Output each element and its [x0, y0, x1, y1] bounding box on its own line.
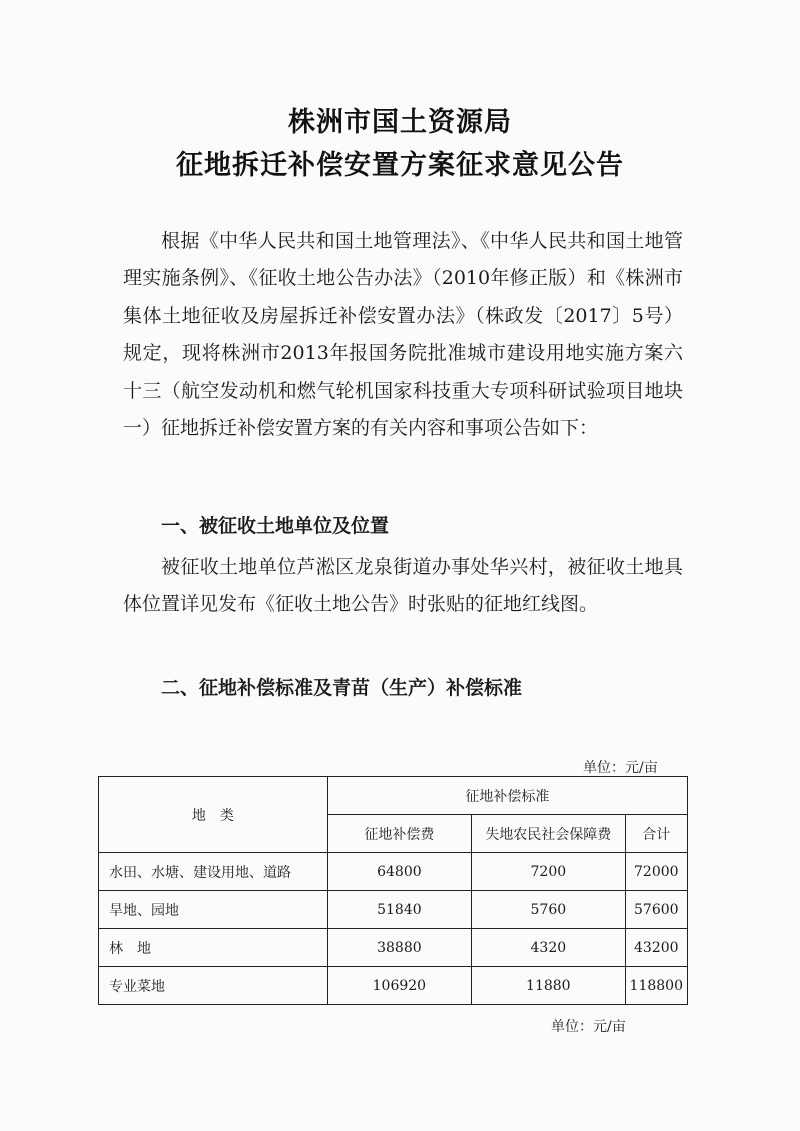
intro-paragraph: 根据《中华人民共和国土地管理法》、《中华人民共和国土地管理实施条例》、《征收土地公告办法》（2010年修正版）和《株洲市集体土地征收及房屋拆迁补偿安置办法》（株政发〔2017〕5号）规定，现将株洲市2013年报国务院批准城市建设用地实施方案六十三（航空发动机和燃气轮机国家科技重大专项科研试验项目地块一）征地拆迁补偿安置方案的有关内容和事项公告如下： [123, 230, 683, 440]
fee-cell: 38880 [327, 929, 471, 967]
total-cell: 57600 [625, 891, 687, 929]
compensation-table [98, 776, 688, 1005]
table-row [99, 853, 688, 891]
document-title-line2: 征地拆迁补偿安置方案征求意见公告 [176, 150, 624, 181]
compensation-standard-header: 征地补偿标准 [327, 777, 687, 815]
column-header: 合计 [625, 815, 687, 853]
social-cell: 7200 [472, 853, 625, 891]
column-header: 征地补偿费 [327, 815, 471, 853]
table-row [99, 891, 688, 929]
fee-cell: 51840 [327, 891, 471, 929]
land-type-cell: 水田、水塘、建设用地、道路 [99, 853, 328, 891]
unit-label-top: 单位：元/亩 [583, 760, 658, 776]
land-type-cell: 林 地 [99, 929, 328, 967]
fee-cell: 64800 [327, 853, 471, 891]
land-type-cell: 专业菜地 [99, 967, 328, 1005]
land-type-cell: 旱地、园地 [99, 891, 328, 929]
table-row [99, 929, 688, 967]
section2-heading: 二、征地补偿标准及青苗（生产）补偿标准 [161, 677, 523, 699]
fee-cell: 106920 [327, 967, 471, 1005]
social-cell: 5760 [472, 891, 625, 929]
table-row [99, 967, 688, 1005]
social-cell: 4320 [472, 929, 625, 967]
document-title-line1: 株洲市国土资源局 [288, 107, 512, 138]
total-cell: 118800 [625, 967, 687, 1005]
section1-heading: 一、被征收土地单位及位置 [161, 515, 390, 537]
total-cell: 72000 [625, 853, 687, 891]
social-cell: 11880 [472, 967, 625, 1005]
section1-paragraph: 被征收土地单位芦淞区龙泉街道办事处华兴村，被征收土地具体位置详见发布《征收土地公告》时张贴的征地红线图。 [123, 556, 683, 616]
total-cell: 43200 [625, 929, 687, 967]
unit-label-bottom: 单位：元/亩 [551, 1019, 626, 1035]
land-type-header: 地 类 [99, 777, 328, 853]
column-header: 失地农民社会保障费 [472, 815, 625, 853]
